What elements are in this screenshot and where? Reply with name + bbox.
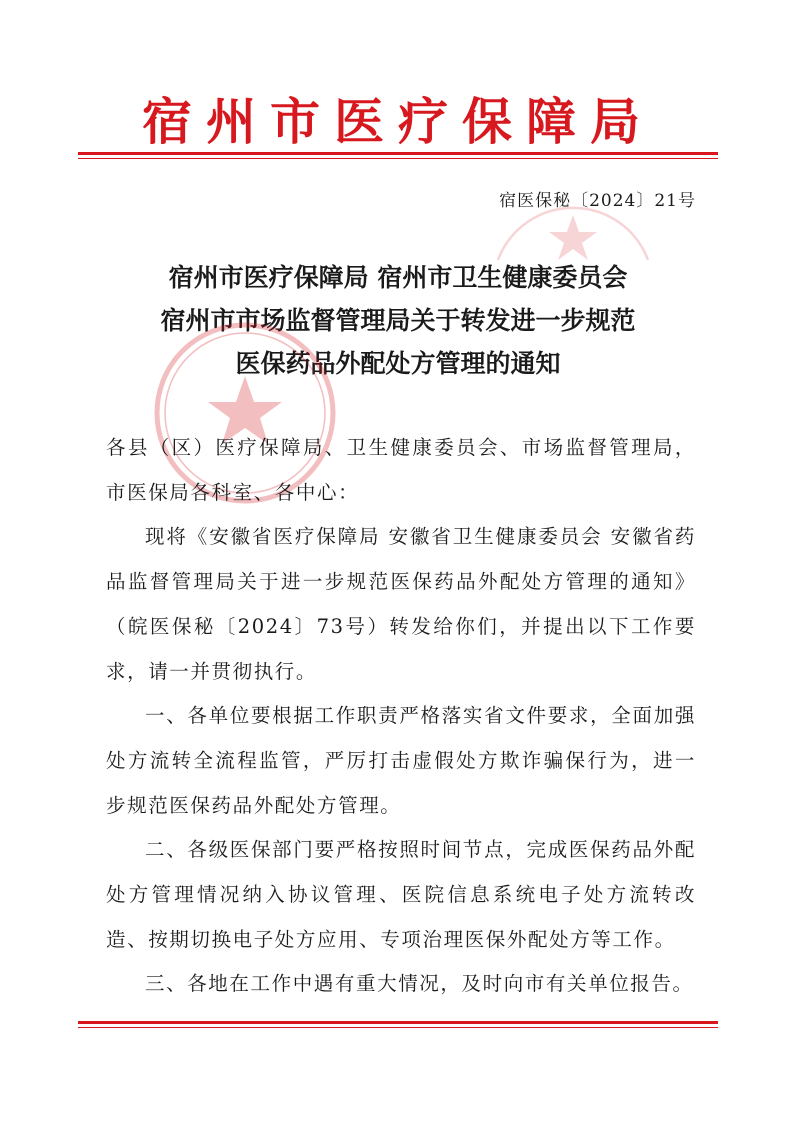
title-line: 宿州市医疗保障局 宿州市卫生健康委员会 — [168, 263, 628, 292]
masthead-agency-name: 宿州市医疗保障局 — [142, 92, 654, 151]
footer-red-rule-thin — [78, 1027, 718, 1028]
title-line: 宿州市市场监督管理局关于转发进一步规范 — [160, 306, 636, 335]
addressee-paragraph: 各县（区）医疗保障局、卫生健康委员会、市场监督管理局，市医保局各科室、各中心： — [106, 436, 696, 504]
requirement-item: 一、各单位要根据工作职责严格落实省文件要求，全面加强处方流转全流程监管，严厉打击虚假处方欺诈骗保行为，进一步规范医保药品外配处方管理。 — [106, 704, 696, 817]
masthead-red-rule — [78, 152, 718, 155]
seal-impression-faint — [488, 160, 658, 270]
footer-red-rule — [78, 1021, 718, 1024]
document-body — [106, 426, 696, 1007]
title-line: 医保药品外配处方管理的通知 — [235, 349, 561, 378]
intro-paragraph: 现将《安徽省医疗保障局 安徽省卫生健康委员会 安徽省药品监督管理局关于进一步规范医保药品外配处方管理的通知》（皖医保秘〔2024〕73号）转发给你们，并提出以下工作要求，请一并贯彻执行。 — [106, 525, 696, 683]
masthead-red-rule-thin — [78, 158, 718, 159]
document-number: 宿医保秘〔2024〕21号 — [499, 191, 696, 211]
requirement-item: 二、各级医保部门要严格按照时间节点，完成医保药品外配处方管理情况纳入协议管理、医院信息系统电子处方流转改造、按期切换电子处方应用、专项治理医保外配处方等工作。 — [106, 838, 696, 951]
document-title — [78, 256, 718, 385]
requirement-item: 三、各地在工作中遇有重大情况，及时向市有关单位报告。 — [145, 972, 694, 996]
